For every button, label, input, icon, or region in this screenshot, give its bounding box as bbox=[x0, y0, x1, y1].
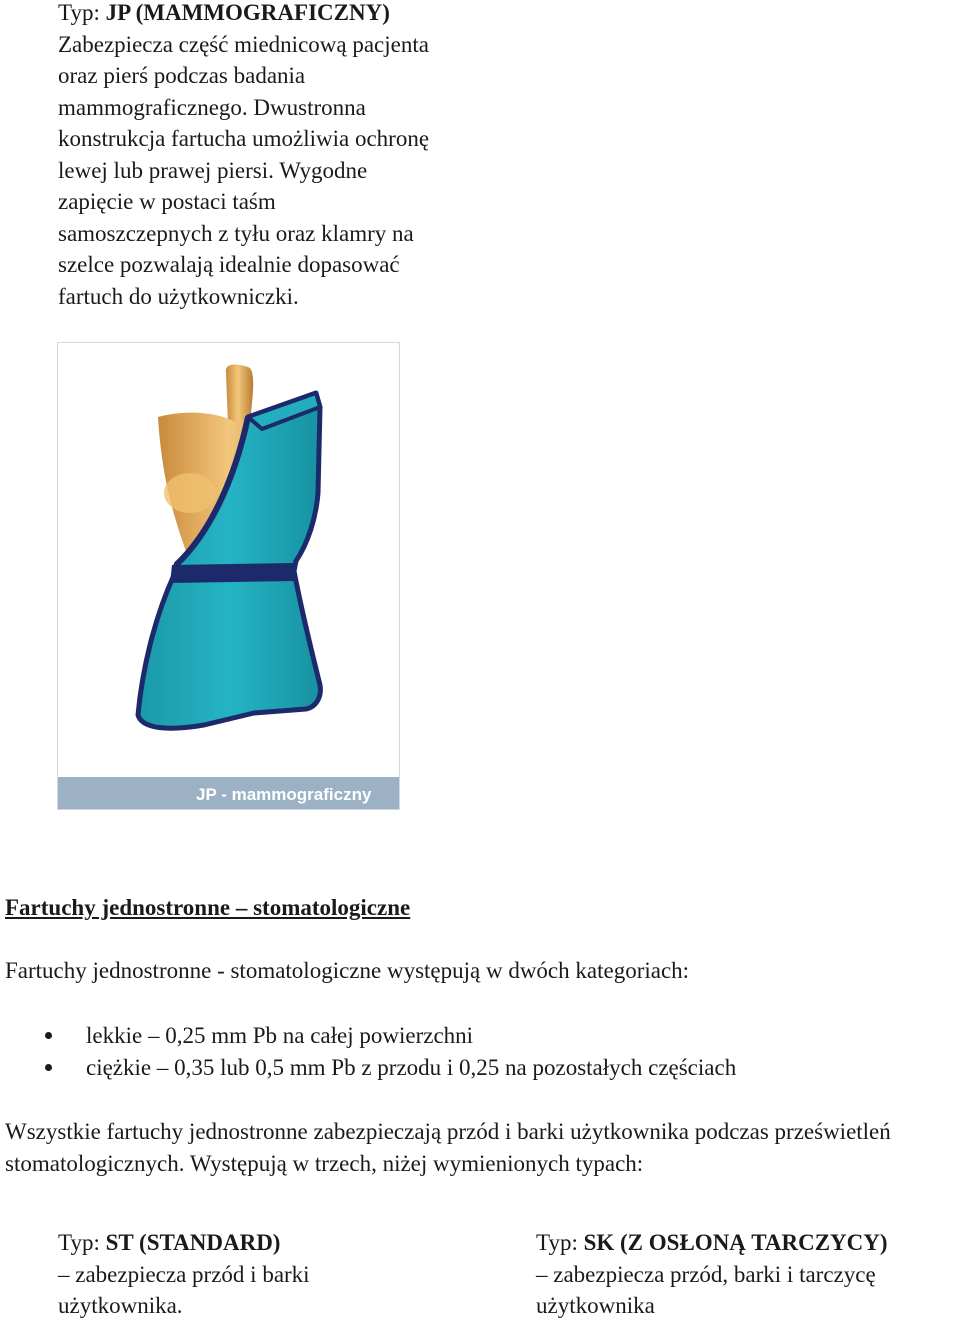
section-intro: Fartuchy jednostronne - stomatologiczne występują w dwóch kategoriach: bbox=[5, 958, 690, 983]
type-sk-line: – zabezpiecza przód, barki i tarczycę bbox=[536, 1261, 876, 1287]
apron-illustration bbox=[58, 343, 399, 809]
type-sk bbox=[536, 1227, 960, 1322]
intro-type-line bbox=[58, 0, 528, 29]
intro-line: mammograficznego. Dwustronna bbox=[58, 94, 366, 120]
list-item bbox=[40, 1020, 736, 1052]
intro-line: konstrukcja fartucha umożliwia ochronę bbox=[58, 126, 430, 151]
list-item-text: ciężkie – 0,35 lub 0,5 mm Pb z przodu i 0,25 na pozostałych częściach bbox=[86, 1054, 737, 1080]
type-st bbox=[58, 1227, 478, 1322]
section-paragraph: Wszystkie fartuchy jednostronne zabezpieczają przód i barki użytkownika podczas prześwietleń stomatologicznych. Występują w trzech, niżej wymienionych typach: bbox=[5, 1119, 891, 1176]
type-st-name: ST (STANDARD) bbox=[105, 1230, 281, 1255]
list-item-text: lekkie – 0,25 mm Pb na całej powierzchni bbox=[86, 1023, 474, 1048]
list-item bbox=[40, 1052, 736, 1084]
intro-line: szelce pozwalają idealnie dopasować bbox=[58, 252, 400, 277]
type-st-title bbox=[58, 1227, 478, 1259]
type-sk-prefix: Typ: bbox=[536, 1230, 584, 1255]
intro-line: oraz pierś podczas badania bbox=[58, 63, 306, 88]
section-heading: Fartuchy jednostronne – stomatologiczne bbox=[5, 895, 411, 920]
intro-line: samoszczepnych z tyłu oraz klamry na bbox=[58, 220, 414, 246]
intro-line: zapięcie w postaci taśm bbox=[58, 189, 276, 214]
intro-line: lewej lub prawej piersi. Wygodne bbox=[58, 157, 368, 183]
intro-type-name: JP (MAMMOGRAFICZNY) bbox=[105, 0, 390, 25]
mannequin-breast bbox=[164, 473, 216, 513]
type-st-line: – zabezpiecza przód i barki bbox=[58, 1261, 310, 1287]
type-st-prefix: Typ: bbox=[58, 1230, 106, 1255]
intro-line: Zabezpiecza część miednicową pacjenta bbox=[58, 31, 429, 57]
bullet-icon bbox=[45, 1032, 52, 1039]
intro-type-prefix: Typ: bbox=[58, 0, 106, 25]
photo-caption: JP - mammograficzny bbox=[196, 785, 372, 804]
bullet-icon bbox=[45, 1064, 52, 1071]
intro-line: fartuch do użytkowniczki. bbox=[58, 283, 299, 309]
type-sk-line: użytkownika bbox=[536, 1293, 655, 1318]
apron-photo bbox=[57, 342, 400, 810]
category-list bbox=[40, 1020, 736, 1083]
apron-waist-band bbox=[170, 563, 296, 583]
type-sk-name: SK (Z OSŁONĄ TARCZYCY) bbox=[583, 1230, 888, 1255]
type-st-line: użytkownika. bbox=[58, 1293, 183, 1318]
type-sk-title bbox=[536, 1227, 960, 1259]
intro-block bbox=[58, 0, 528, 312]
